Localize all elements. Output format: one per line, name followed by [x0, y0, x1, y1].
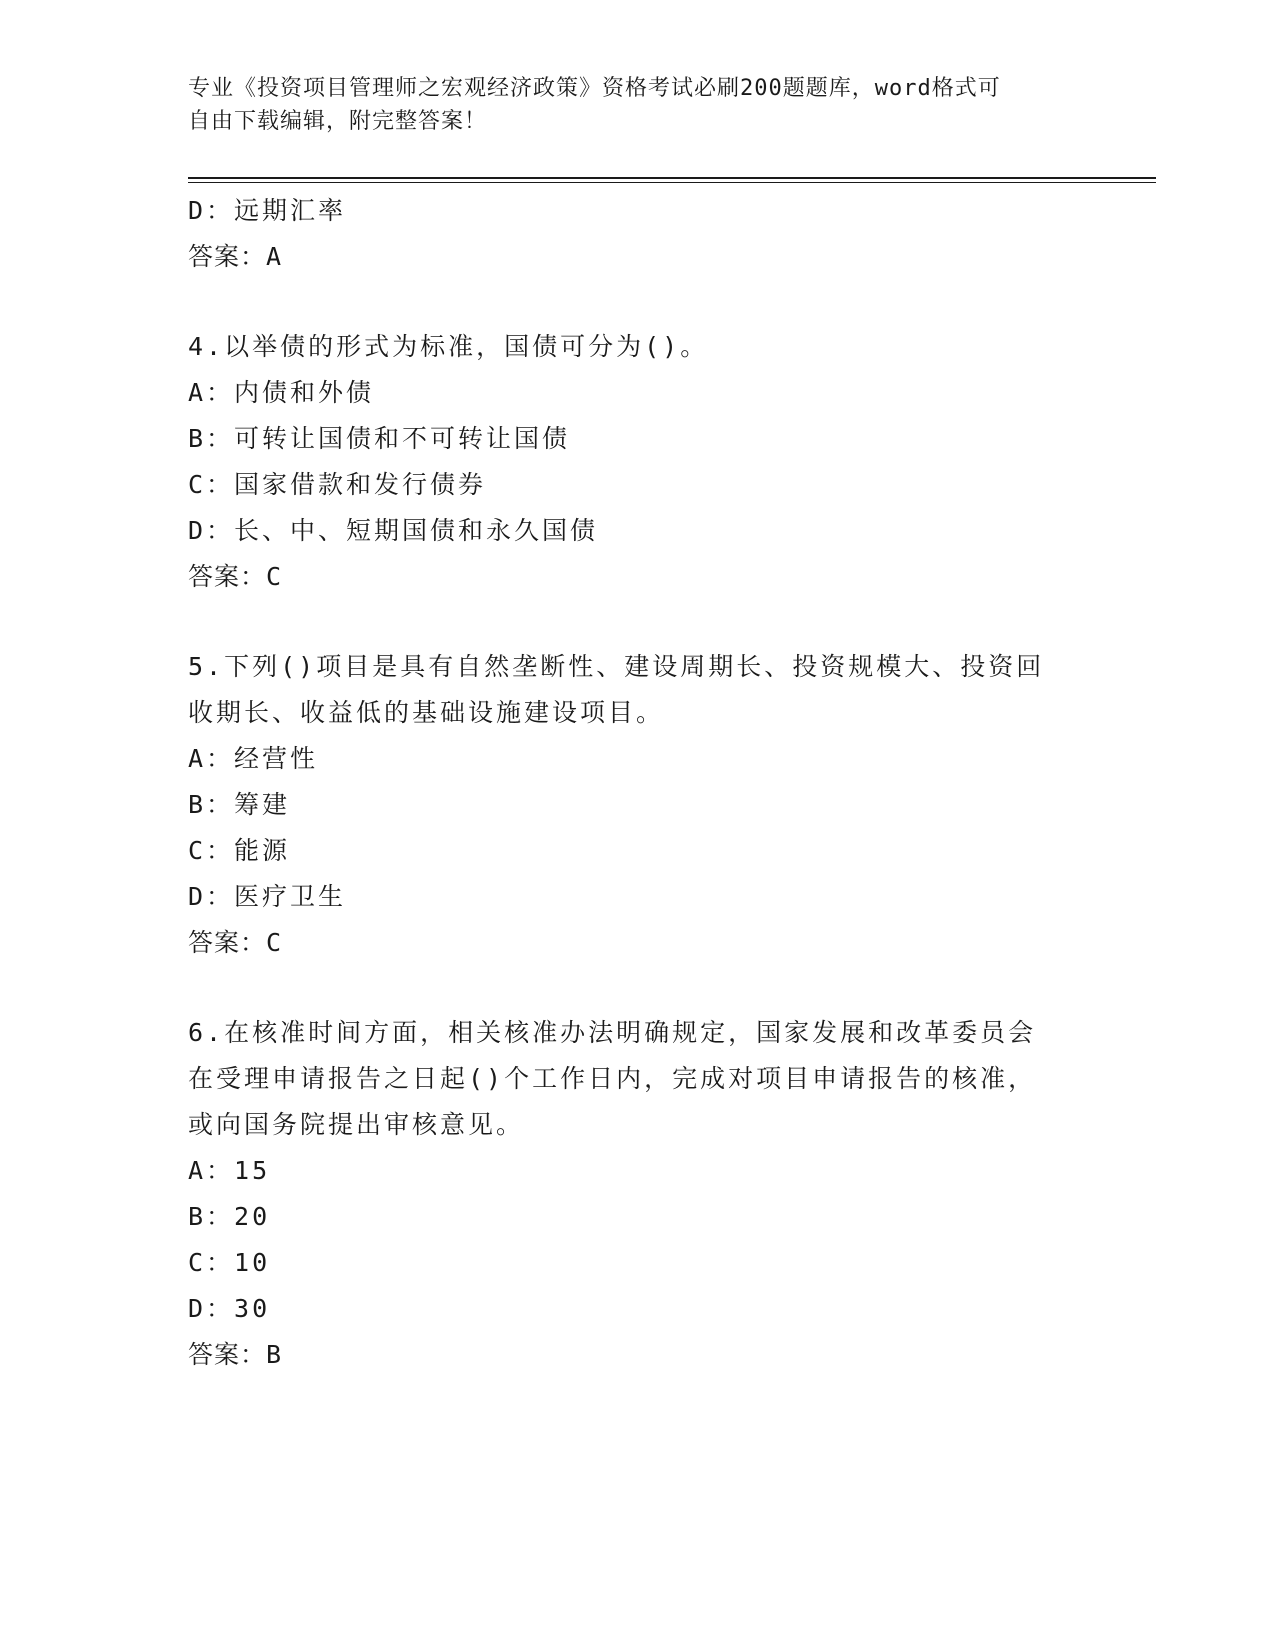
question-5-text-line-1: 5.下列()项目是具有自然垄断性、建设周期长、投资规模大、投资回 — [188, 652, 1045, 681]
header-line-2: 自由下载编辑，附完整答案！ — [188, 109, 488, 134]
question-list — [188, 188, 1088, 1378]
spacer — [188, 600, 1088, 644]
question-6-option-c: C：10 — [188, 1248, 271, 1277]
question-4-option-c: C：国家借款和发行债券 — [188, 470, 487, 499]
spacer — [188, 966, 1088, 1010]
question-5-text-line-2: 收期长、收益低的基础设施建设项目。 — [188, 698, 665, 727]
question-6-option-b: B：20 — [188, 1202, 271, 1231]
header-line-1: 专业《投资项目管理师之宏观经济政策》资格考试必刷200题题库，word格式可 — [188, 76, 1001, 101]
header-divider-thin — [188, 182, 1156, 183]
question-6-option-d: D：30 — [188, 1294, 271, 1323]
question-6 — [188, 1010, 1088, 1378]
prev-option-d: D：远期汇率 — [188, 196, 347, 225]
question-4-answer: 答案：C — [188, 562, 283, 591]
header-divider-thick — [188, 177, 1156, 179]
question-6-option-a: A：15 — [188, 1156, 271, 1185]
question-5-option-a: A：经营性 — [188, 744, 319, 773]
question-4 — [188, 324, 1088, 600]
question-5 — [188, 644, 1088, 966]
question-5-option-b: B：筹建 — [188, 790, 291, 819]
question-5-option-d: D：医疗卫生 — [188, 882, 347, 911]
question-4-option-d: D：长、中、短期国债和永久国债 — [188, 516, 599, 545]
question-4-option-b: B：可转让国债和不可转让国债 — [188, 424, 571, 453]
question-6-text-line-3: 或向国务院提出审核意见。 — [188, 1110, 525, 1139]
question-6-text-line-2: 在受理申请报告之日起()个工作日内，完成对项目申请报告的核准， — [188, 1064, 1037, 1093]
document-header — [188, 72, 1088, 138]
spacer — [188, 280, 1088, 324]
prev-answer: 答案：A — [188, 242, 283, 271]
question-6-answer: 答案：B — [188, 1340, 283, 1369]
question-5-answer: 答案：C — [188, 928, 283, 957]
question-6-text-line-1: 6.在核准时间方面，相关核准办法明确规定，国家发展和改革委员会 — [188, 1018, 1037, 1047]
question-5-option-c: C：能源 — [188, 836, 291, 865]
question-4-option-a: A：内债和外债 — [188, 378, 375, 407]
question-4-text: 4.以举债的形式为标准，国债可分为()。 — [188, 332, 709, 361]
